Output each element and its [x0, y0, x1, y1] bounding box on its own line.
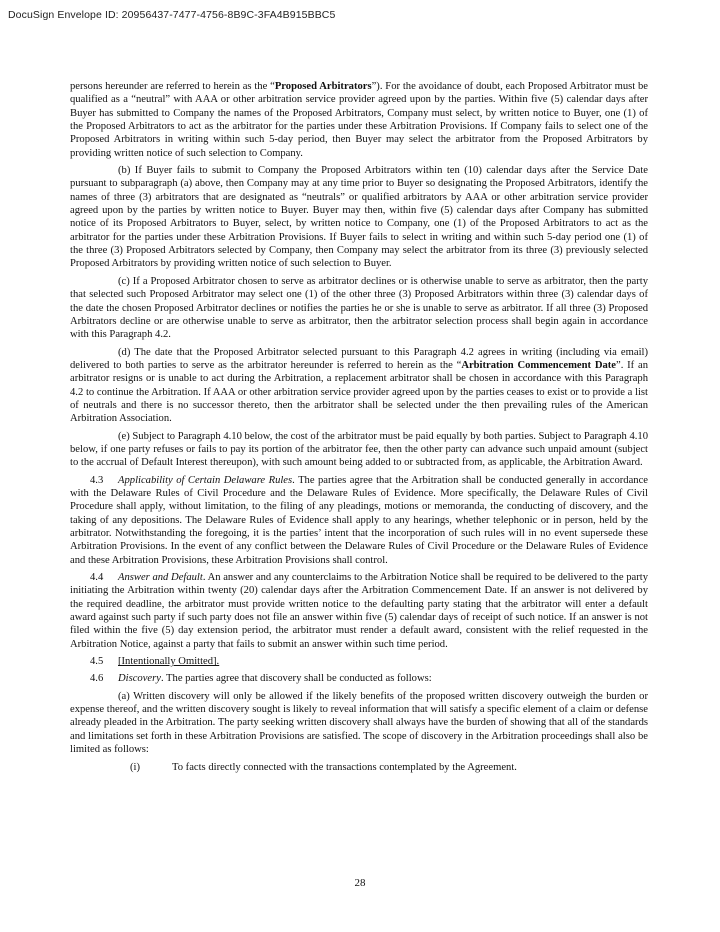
docusign-envelope-id: DocuSign Envelope ID: 20956437-7477-4756-8B9C-3FA4B915BBC5: [8, 9, 336, 21]
section-title: Applicability of Certain Delaware Rules: [118, 474, 293, 486]
defined-term: Arbitration Commencement Date: [461, 359, 616, 371]
section-number: 4.5: [90, 656, 104, 668]
section-4-5: [70, 655, 648, 668]
section-4-4: 4.4 Answer and Default. An answer and any counterclaims to the Arbitration Notice shall be required to be delivered to the party initiating the Arbitration within twenty (20) calendar days after the Arbitration Commencement Date. If an answer is not delivered by the required deadline, the arbitrator must provide written notice to the defaulting party stating that the arbitrator will enter a default award against such party if such party does not file an answer within five (5) calendar days of receipt of such notice. If an answer is not filed within the five (5) day extension period, the arbitrator must render a default award, consistent with the relief requested in the Arbitration Notice, against a party that fails to submit an answer within such time period.: [70, 572, 648, 650]
section-title: Answer and Default: [118, 572, 203, 584]
section-omitted: [Intentionally Omitted].: [118, 656, 220, 668]
section-4-3: 4.3 Applicability of Certain Delaware Rules. The parties agree that the Arbitration shall be conducted generally in accordance with the Delaware Rules of Civil Procedure and the Delaware Rules of Evidence. More specifically, the Delaware Rules of Civil Procedure shall apply, without limitation, to the filing of any pleadings, motions or memoranda, the conducting of discovery, and the taking of any depositions. The Delaware Rules of Evidence shall apply to any hearings, whether telephonic or in person, held by the arbitrator. Notwithstanding the foregoing, it is the parties’ intent that the incorporation of such rules will in no event supersede these Arbitration Provisions. In the event of any conflict between the Delaware Rules of Civil Procedure or the Delaware Rules of Evidence and these Arbitration Provisions, these Arbitration Provisions shall control.: [70, 474, 648, 566]
section-4-6: 4.6 Discovery. The parties agree that discovery shall be conducted as follows:: [90, 673, 432, 685]
section-number: 4.3: [90, 474, 104, 486]
section-number: 4.4: [90, 572, 104, 584]
section-title: Discovery: [118, 673, 161, 685]
clause-text: To facts directly connected with the transactions contemplated by the Agreement.: [172, 761, 517, 773]
section-number: 4.6: [90, 673, 104, 685]
paragraph-c: (c) If a Proposed Arbitrator chosen to serve as arbitrator declines or is otherwise unable to serve as arbitrator, then the party that selected such Proposed Arbitrator may select one (1) of the other three (3) Proposed Arbitrators within three (3) calendar days of the date the chosen Proposed Arbitrator declines or notifies the parties he or she is unable to serve as arbitrator. If all three (3) Proposed Arbitrators decline or are otherwise unable to serve as arbitrator, then the arbitrator selection process shall begin again in accordance with this Paragraph 4.2.: [70, 275, 648, 341]
paragraph-proposed-arbitrators: persons hereunder are referred to herein as the “Proposed Arbitrators”). For the avoidance of doubt, each Proposed Arbitrator must be qualified as a “neutral” with AAA or other arbitration service provider agreed upon by the parties. Within five (5) calendar days after Buyer has submitted to Company the names of the Proposed Arbitrators, Company must select, by written notice to Buyer, one (1) of the Proposed Arbitrators to act as the arbitrator for the parties under these Arbitration Provisions. If Company fails to select one of the Proposed Arbitrators in writing within such 5-day period, then Buyer may select the arbitrator from the Proposed Arbitrators by providing written notice of such selection to Company.: [70, 81, 648, 159]
paragraph-b: (b) If Buyer fails to submit to Company the Proposed Arbitrators within ten (10) calendar days after the Service Date pursuant to subparagraph (a) above, then Company may at any time prior to Buyer so designating the Proposed Arbitrators, identify the names of three (3) arbitrators that are designated as “neutrals” or qualified arbitrators by AAA or other arbitration service provider agreed upon by the parties by written notice to Buyer. Buyer may then, within five (5) calendar days after Company has submitted notice of its Proposed Arbitrators to Buyer, select, by written notice to Company, one (1) of the Proposed Arbitrators to act as the arbitrator for the parties under these Arbitration Provisions. If Buyer fails to select in writing and within such 5-day period one (1) of the three (3) Proposed Arbitrators selected by Company, then Company may select the arbitrator from its three (3) previously selected Proposed Arbitrators by providing written notice of such selection to Buyer.: [70, 165, 648, 270]
defined-term: Proposed Arbitrators: [274, 81, 372, 92]
document-body: [70, 80, 648, 774]
paragraph-a-discovery: (a) Written discovery will only be allowed if the likely benefits of the proposed written discovery outweigh the burden or expense thereof, and the written discovery sought is likely to reveal information that will satisfy a specific element of a claim or defense already pleaded in the Arbitration. The party seeking written discovery shall always have the burden of showing that all of the standards and limitations set forth in these Arbitration Provisions are satisfied. The scope of discovery in the Arbitration proceedings shall also be limited as follows:: [70, 690, 648, 756]
page-number: 28: [354, 877, 366, 889]
paragraph-e: (e) Subject to Paragraph 4.10 below, the cost of the arbitrator must be paid equally by both parties. Subject to Paragraph 4.10 below, if one party refuses or fails to pay its portion of the arbitrator fee, then the other party can advance such unpaid amount (subject to the accrual of Default Interest thereupon), with such amount being added to or subtracted from, as applicable, the Arbitration Award.: [70, 430, 648, 469]
paragraph-d: (d) The date that the Proposed Arbitrator selected pursuant to this Paragraph 4.2 agrees in writing (including via email) delivered to both parties to serve as the arbitrator hereunder is referred to herein as the “Arbitration Commencement Date”. If an arbitrator resigns or is unable to act during the Arbitration, a replacement arbitrator shall be chosen in accordance with this Paragraph 4.2 to continue the Arbitration. If AAA or other arbitration service provider agreed upon by the parties ceases to exist or to provide a list of neutrals and there is no successor thereto, then the arbitrator shall be selected under the then prevailing rules of the American Arbitration Association.: [70, 346, 648, 425]
clause-number: (i): [130, 761, 140, 773]
clause-i: [70, 761, 648, 774]
